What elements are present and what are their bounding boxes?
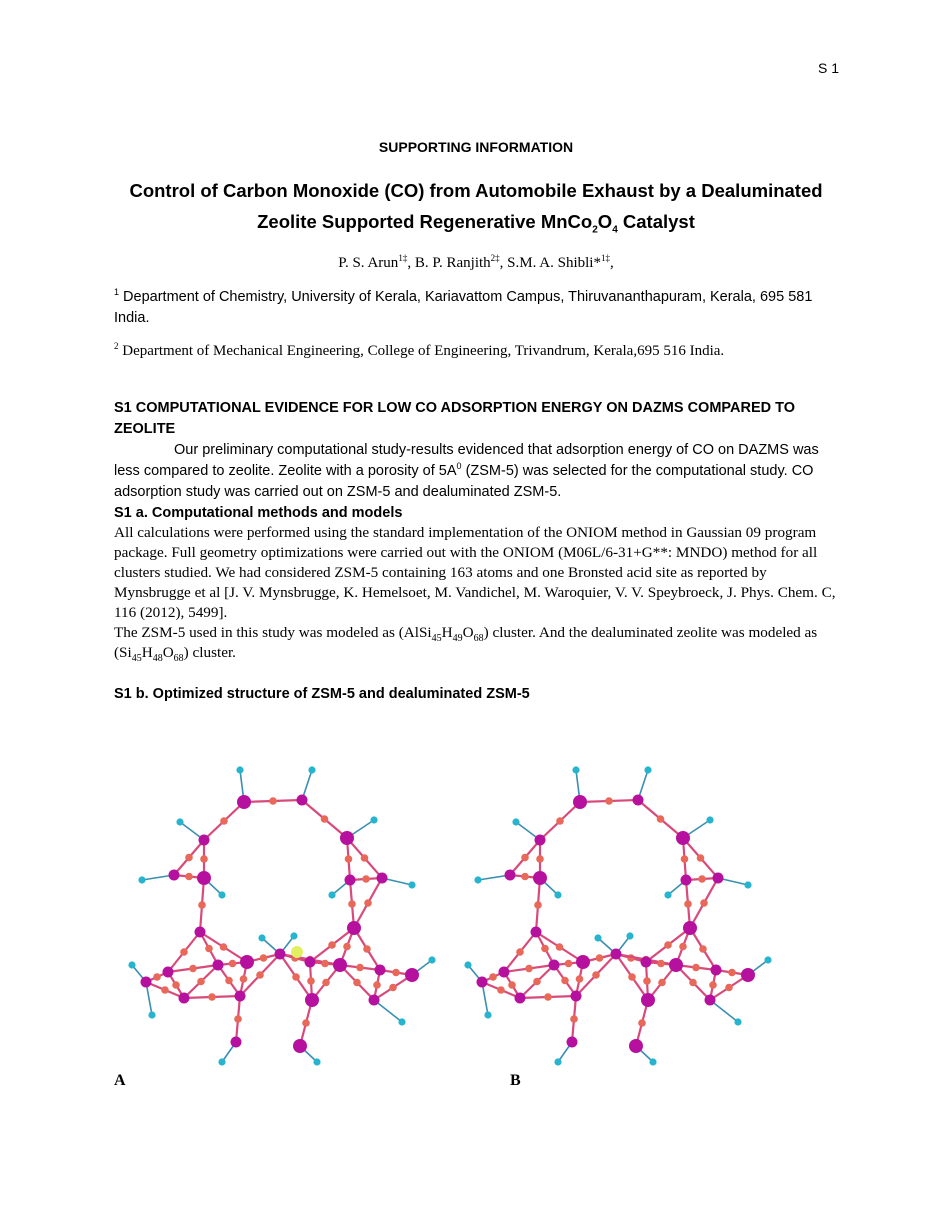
silicon-atom (345, 875, 356, 886)
oxygen-atom (198, 901, 206, 909)
oxygen-atom (570, 1015, 578, 1023)
silicon-atom (231, 1037, 242, 1048)
silicon-atom (533, 871, 547, 885)
silicon-atom (240, 955, 254, 969)
hydrogen-atom (464, 961, 471, 968)
oxygen-atom (362, 875, 370, 883)
oxygen-atom (521, 854, 529, 862)
hydrogen-atom (313, 1058, 320, 1065)
oxygen-atom (556, 817, 564, 825)
silicon-atom (340, 831, 354, 845)
zsm5-structure-figure (112, 760, 442, 1070)
oxygen-atom (392, 969, 400, 977)
oxygen-atom (643, 977, 651, 985)
oxygen-atom (292, 973, 300, 981)
title-line-2: Zeolite Supported Regenerative $MnCo_2O_4$ Catalyst (257, 211, 695, 236)
oxygen-atom (534, 901, 542, 909)
silicon-atom (369, 995, 380, 1006)
oxygen-atom (700, 899, 708, 907)
silicon-atom (293, 1039, 307, 1053)
oxygen-atom (185, 854, 193, 862)
oxygen-atom (260, 954, 268, 962)
oxygen-atom (596, 954, 604, 962)
oxygen-atom (321, 815, 329, 823)
silicon-atom (199, 835, 210, 846)
hydrogen-atom (706, 816, 713, 823)
methods-text: All calculations were performed using the standard implementation of the ONIOM method in Gaussian 09 program package. Full geometry optimizations were carried out with the ONIOM (M06L/6-31+G**: MNDO) method for all clusters studied. We had considered ZSM-5 containing 163 atoms and one Bronsted acid site as reported by Mynsbrugge et al [J. V. Mynsbrugge, K. Hemelsoet, M. Vandichel, M. Waroquier, V. V. Speybroeck, J. Phys. Chem. C, 116 (2012), 5499]. (114, 524, 836, 621)
silicon-atom (683, 921, 697, 935)
oxygen-atom (725, 984, 733, 992)
silicon-atom (195, 927, 206, 938)
silicon-atom (633, 795, 644, 806)
oxygen-atom (689, 979, 697, 987)
oxygen-atom (180, 948, 188, 956)
oxygen-atom (541, 945, 549, 953)
oxygen-atom (364, 899, 372, 907)
oxygen-atom (153, 973, 161, 981)
oxygen-atom (525, 965, 533, 973)
oxygen-atom (697, 854, 705, 862)
oxygen-atom (638, 1019, 646, 1027)
oxygen-atom (373, 981, 381, 989)
silicon-atom (641, 993, 655, 1007)
oxygen-atom (628, 973, 636, 981)
silicon-atom (515, 993, 526, 1004)
oxygen-atom (189, 965, 197, 973)
silicon-atom (237, 795, 251, 809)
silicon-atom (405, 968, 419, 982)
silicon-atom (741, 968, 755, 982)
oxygen-atom (658, 979, 666, 987)
silicon-atom (567, 1037, 578, 1048)
oxygen-atom (664, 941, 672, 949)
silicon-atom (711, 965, 722, 976)
oxygen-atom (508, 981, 516, 989)
hydrogen-atom (594, 934, 601, 941)
methods-paragraph (114, 523, 844, 663)
oxygen-atom (556, 943, 564, 951)
silicon-atom (235, 991, 246, 1002)
oxygen-atom (348, 900, 356, 908)
silicon-atom (163, 967, 174, 978)
oxygen-atom (322, 979, 330, 987)
oxygen-atom (681, 855, 689, 863)
oxygen-atom (307, 977, 315, 985)
silicon-atom (535, 835, 546, 846)
silicon-atom (333, 958, 347, 972)
hydrogen-atom (176, 818, 183, 825)
dealuminated-zsm5-structure-figure (448, 760, 778, 1070)
silicon-atom (576, 955, 590, 969)
silicon-atom (713, 873, 724, 884)
oxygen-atom (657, 815, 665, 823)
supporting-information-header: SUPPORTING INFORMATION (378, 139, 574, 155)
hydrogen-atom (474, 876, 481, 883)
silicon-atom (531, 927, 542, 938)
section-s1a-heading: S1 a. Computational methods and models (114, 505, 403, 521)
hydrogen-atom (218, 891, 225, 898)
silicon-atom (347, 921, 361, 935)
affiliation-2: $^2$ Department of Mechanical Engineering, College of Engineering, Trivandrum, Kerala,695 516 India. (114, 341, 725, 359)
oxygen-atom (536, 855, 544, 863)
hydrogen-atom (484, 1011, 491, 1018)
page-number: S 1 (818, 60, 840, 76)
oxygen-atom (605, 797, 613, 805)
oxygen-atom (205, 945, 213, 953)
hydrogen-atom (290, 932, 297, 939)
silicon-atom (641, 957, 652, 968)
oxygen-atom (533, 978, 541, 986)
hydrogen-atom (308, 766, 315, 773)
hydrogen-atom (328, 891, 335, 898)
oxygen-atom (220, 817, 228, 825)
oxygen-atom (302, 1019, 310, 1027)
silicon-atom (375, 965, 386, 976)
hydrogen-atom (626, 932, 633, 939)
oxygen-atom (389, 984, 397, 992)
oxygen-atom (592, 971, 600, 979)
oxygen-atom (516, 948, 524, 956)
oxygen-atom (328, 941, 336, 949)
silicon-atom (705, 995, 716, 1006)
silicon-atom (297, 795, 308, 806)
section-s1-heading: S1 COMPUTATIONAL EVIDENCE FOR LOW CO ADSORPTION ENERGY ON DAZMS COMPARED TO ZEOLITE (114, 400, 795, 437)
oxygen-atom (698, 875, 706, 883)
silicon-atom (213, 960, 224, 971)
oxygen-atom (269, 797, 277, 805)
oxygen-atom (345, 855, 353, 863)
silicon-atom (305, 993, 319, 1007)
silicon-atom (676, 831, 690, 845)
oxygen-atom (161, 986, 169, 994)
silicon-atom (681, 875, 692, 886)
oxygen-atom (361, 854, 369, 862)
oxygen-atom (709, 981, 717, 989)
oxygen-atom (256, 971, 264, 979)
hydrogen-atom (258, 934, 265, 941)
silicon-atom (571, 991, 582, 1002)
hydrogen-atom (664, 891, 671, 898)
oxygen-atom (208, 993, 216, 1001)
silicon-atom (197, 871, 211, 885)
author-list: P. S. Arun$^{1\ddagger}$, B. P. Ranjith$^{2\ddagger}$, S.M. A. Shibli*$^{1\ddagger}$, (338, 253, 614, 271)
hydrogen-atom (734, 1018, 741, 1025)
oxygen-atom (699, 945, 707, 953)
oxygen-atom (544, 993, 552, 1001)
silicon-atom (179, 993, 190, 1004)
silicon-atom (377, 873, 388, 884)
oxygen-atom (363, 945, 371, 953)
model-description: The ZSM-5 used in this study was modeled as $(AlSi_{45}H_{49}O_{68})$ cluster. And the dealuminated zeolite was modeled as $(Si_{45}H_{48}O_{68})$ cluster. (114, 624, 818, 665)
oxygen-atom (220, 943, 228, 951)
hydrogen-atom (398, 1018, 405, 1025)
oxygen-atom (353, 979, 361, 987)
hydrogen-atom (128, 961, 135, 968)
oxygen-atom (343, 943, 351, 951)
oxygen-atom (565, 960, 573, 968)
oxygen-atom (229, 960, 237, 968)
hydrogen-atom (218, 1058, 225, 1065)
silicon-atom (629, 1039, 643, 1053)
hydrogen-atom (148, 1011, 155, 1018)
hydrogen-atom (764, 956, 771, 963)
aluminium-atom (291, 946, 303, 958)
hydrogen-atom (649, 1058, 656, 1065)
hydrogen-atom (554, 1058, 561, 1065)
oxygen-atom (356, 964, 364, 972)
oxygen-atom (657, 960, 665, 968)
silicon-atom (141, 977, 152, 988)
hydrogen-atom (138, 876, 145, 883)
oxygen-atom (692, 964, 700, 972)
oxygen-atom (321, 960, 329, 968)
oxygen-atom (679, 943, 687, 951)
hydrogen-atom (644, 766, 651, 773)
affiliation-1: $^1$ Department of Chemistry, University of Kerala, Kariavattom Campus, Thiruvananthapuram, Kerala, 695 581 India. (114, 287, 813, 326)
oxygen-atom (234, 1015, 242, 1023)
figure-label-b: B (510, 1072, 521, 1089)
silicon-atom (477, 977, 488, 988)
oxygen-atom (561, 977, 569, 985)
section-s1b-heading: S1 b. Optimized structure of ZSM-5 and dealuminated ZSM-5 (114, 686, 530, 702)
oxygen-atom (225, 977, 233, 985)
oxygen-atom (172, 981, 180, 989)
hydrogen-atom (554, 891, 561, 898)
oxygen-atom (728, 969, 736, 977)
oxygen-atom (684, 900, 692, 908)
figure-label-a: A (114, 1072, 126, 1089)
hydrogen-atom (572, 766, 579, 773)
oxygen-atom (197, 978, 205, 986)
silicon-atom (275, 949, 286, 960)
oxygen-atom (521, 873, 529, 881)
oxygen-atom (200, 855, 208, 863)
silicon-atom (305, 957, 316, 968)
silicon-atom (573, 795, 587, 809)
silicon-atom (611, 949, 622, 960)
oxygen-atom (240, 975, 248, 983)
silicon-atom (169, 870, 180, 881)
silicon-atom (499, 967, 510, 978)
oxygen-atom (497, 986, 505, 994)
title-line-1: Control of Carbon Monoxide (CO) from Automobile Exhaust by a Dealuminated (129, 180, 823, 201)
oxygen-atom (185, 873, 193, 881)
hydrogen-atom (236, 766, 243, 773)
hydrogen-atom (428, 956, 435, 963)
hydrogen-atom (370, 816, 377, 823)
silicon-atom (505, 870, 516, 881)
hydrogen-atom (512, 818, 519, 825)
oxygen-atom (489, 973, 497, 981)
silicon-atom (669, 958, 683, 972)
oxygen-atom (576, 975, 584, 983)
hydrogen-atom (744, 881, 751, 888)
hydrogen-atom (408, 881, 415, 888)
section-s1-paragraph: Our preliminary computational study-results evidenced that adsorption energy of CO on DAZMS was less compared to zeolite. Zeolite with a porosity of $5A^0$ (ZSM-5) was selected for the computational study. CO adsorption study was carried out on ZSM-5 and dealuminated ZSM-5. (114, 442, 819, 500)
silicon-atom (549, 960, 560, 971)
